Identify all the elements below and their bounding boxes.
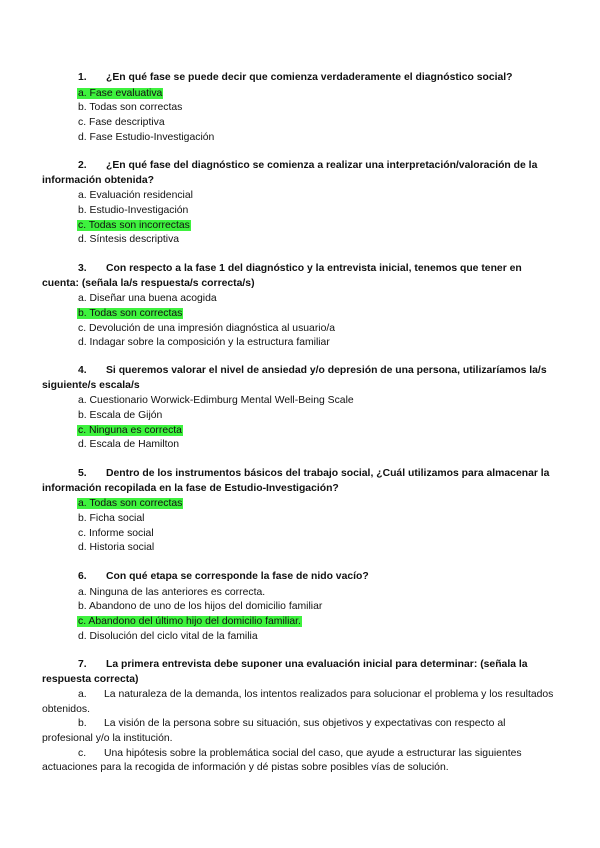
answer-option: a. Ninguna de las anteriores es correcta. — [78, 586, 266, 598]
question-4 — [42, 364, 558, 453]
question-title: 6. Con qué etapa se corresponde la fase de nido vacío? — [78, 571, 369, 582]
answer-option: b. Escala de Gijón — [78, 409, 163, 421]
question-title: 1. ¿En qué fase se puede decir que comienza verdaderamente el diagnóstico social? — [78, 72, 513, 83]
answer-option: c. Devolución de una impresión diagnóstica al usuario/a — [78, 322, 336, 334]
question-1 — [42, 71, 558, 145]
answer-option: a. Todas son correctas — [78, 498, 183, 510]
question-title: 2. ¿En qué fase del diagnóstico se comienza a realizar una interpretación/valoración de la información obtenida? — [42, 160, 538, 186]
question-6 — [42, 570, 558, 644]
answer-option: d. Fase Estudio-Investigación — [78, 131, 215, 143]
answer-option: c. Ninguna es correcta — [78, 424, 182, 436]
question-5 — [42, 467, 558, 556]
answer-option: d. Disolución del ciclo vital de la familia — [78, 630, 258, 642]
answer-option: d. Síntesis descriptiva — [78, 234, 180, 246]
answer-option: a. Fase evaluativa — [78, 87, 163, 99]
answer-option: a. Evaluación residencial — [78, 190, 193, 202]
answer-option: b. Todas son correctas — [78, 102, 183, 114]
answer-option: b. Todas son correctas — [78, 307, 183, 319]
answer-option: c. Informe social — [78, 527, 154, 539]
question-title: 7. La primera entrevista debe suponer una evaluación inicial para determinar: (señala la respuesta correcta) — [42, 659, 528, 685]
question-title: 3. Con respecto a la fase 1 del diagnóstico y la entrevista inicial, tenemos que tener en cuenta: (señala la/s respuesta/s correcta/s) — [42, 263, 522, 289]
answer-option: d. Escala de Hamilton — [78, 439, 180, 451]
answer-option: d. Indagar sobre la composición y la estructura familiar — [78, 337, 330, 349]
question-3 — [42, 262, 558, 351]
answer-paragraph: a. La naturaleza de la demanda, los intentos realizados para solucionar el problema y los resultados obtenidos. — [42, 689, 554, 715]
answer-option: d. Historia social — [78, 542, 155, 554]
answer-option: b. Ficha social — [78, 512, 145, 524]
answer-paragraph: b. La visión de la persona sobre su situación, sus objetivos y expectativas con respecto al profesional y/o la institución. — [42, 718, 506, 744]
answer-option: c. Todas son incorrectas — [78, 219, 190, 231]
answer-option: a. Cuestionario Worwick-Edimburg Mental Well-Being Scale — [78, 395, 354, 407]
answer-option: c. Fase descriptiva — [78, 117, 165, 128]
question-title: 5. Dentro de los instrumentos básicos del trabajo social, ¿Cuál utilizamos para almacenar la información recopilada en la fase de Estudio-Investigación? — [42, 468, 550, 494]
question-7 — [42, 658, 558, 776]
answer-option: a. Diseñar una buena acogida — [78, 293, 217, 305]
answer-option: c. Abandono del último hijo del domicilio familiar. — [78, 616, 301, 627]
answer-option: b. Abandono de uno de los hijos del domicilio familiar — [78, 601, 323, 613]
answer-paragraph: c. Una hipótesis sobre la problemática social del caso, que ayude a estructurar las siguientes actuaciones para la recogida de información y dé pistas sobre posibles vías de solución. — [42, 747, 522, 774]
answer-option: b. Estudio-Investigación — [78, 204, 189, 216]
question-2 — [42, 159, 558, 248]
question-title: 4. Si queremos valorar el nivel de ansiedad y/o depresión de una persona, utilizaríamos la/s siguiente/s escala/s — [42, 365, 547, 391]
